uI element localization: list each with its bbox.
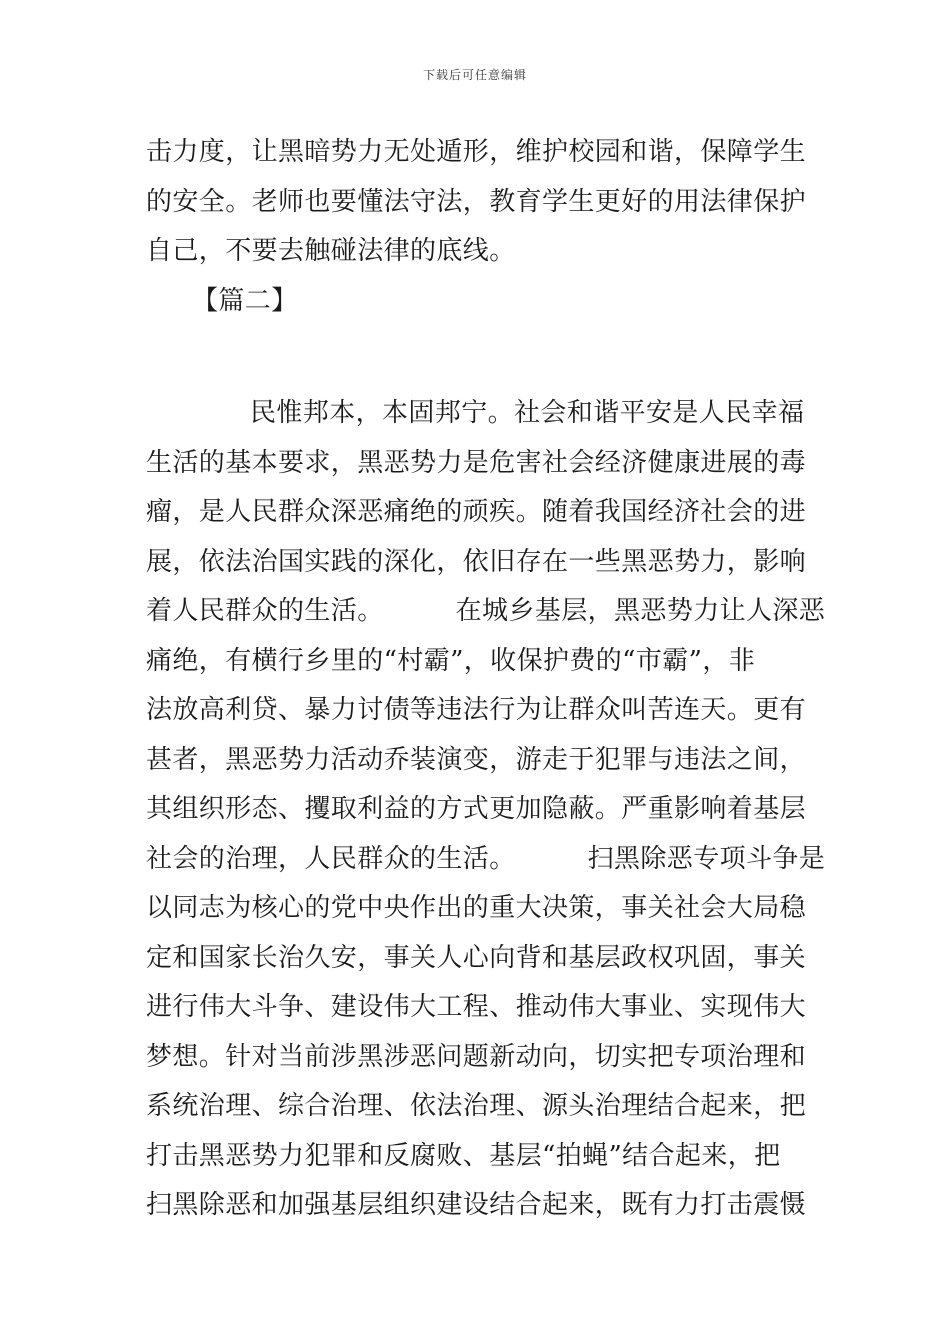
text-line: 的安全。老师也要懂法守法，教育学生更好的用法律保护	[146, 186, 807, 217]
text-line: 进行伟大斗争、建设伟大工程、推动伟大事业、实现伟大	[146, 992, 807, 1022]
document-body	[146, 128, 826, 1231]
text-line: 民惟邦本，本固邦宁。社会和谐平安是人民幸福	[250, 398, 805, 428]
text-line-with-gap	[146, 587, 826, 637]
text-line: 展，依法治国实践的深化，依旧存在一些黑恶势力，影响	[146, 546, 807, 577]
text-line: 其组织形态、攫取利益的方式更加隐蔽。严重影响着基层	[146, 794, 807, 824]
text-segment: 着人民群众的生活。	[146, 596, 384, 626]
text-line: 扫黑除恶和加强基层组织建设结合起来，既有力打击震慑	[146, 1190, 807, 1220]
text-line: 瘤，是人民群众深恶痛绝的顽疾。随着我国经济社会的进	[146, 497, 807, 527]
text-line: 梦想。针对当前涉黑涉恶问题新动向，切实把专项治理和	[146, 1041, 807, 1072]
text-line: 打击黑恶势力犯罪和反腐败、基层“拍蝇”结合起来，把	[146, 1140, 781, 1171]
text-segment: 社会的治理，人民群众的生活。	[146, 843, 516, 874]
text-line: 自己，不要去触碰法律的底线。	[146, 236, 516, 266]
text-segment: 扫黑除恶专项斗争是	[587, 843, 826, 874]
text-line-with-gap	[146, 835, 826, 885]
text-line: 甚者，黑恶势力活动乔装演变，游走于犯罪与违法之间，	[146, 744, 807, 775]
section-heading: 【篇二】	[192, 285, 298, 316]
text-line: 以同志为核心的党中央作出的重大决策，事关社会大局稳	[146, 893, 807, 923]
text-line: 生活的基本要求，黑恶势力是危害社会经济健康进展的毒	[146, 447, 807, 478]
text-line: 系统治理、综合治理、依法治理、源头治理结合起来，把	[146, 1091, 807, 1121]
text-segment: 在城乡基层，黑恶势力让人深恶	[455, 596, 826, 626]
page-header-note: 下载后可任意编辑	[422, 68, 527, 82]
text-line: 击力度，让黑暗势力无处遁形，维护校园和谐，保障学生	[146, 137, 807, 167]
paragraph-gap	[146, 326, 808, 389]
text-line: 法放高利贷、暴力讨债等违法行为让群众叫苦连天。更有	[146, 695, 807, 725]
text-line: 定和国家长治久安，事关人心向背和基层政权巩固，事关	[146, 942, 807, 973]
text-line: 痛绝，有横行乡里的“村霸”，收保护费的“市霸”，非	[146, 645, 756, 676]
